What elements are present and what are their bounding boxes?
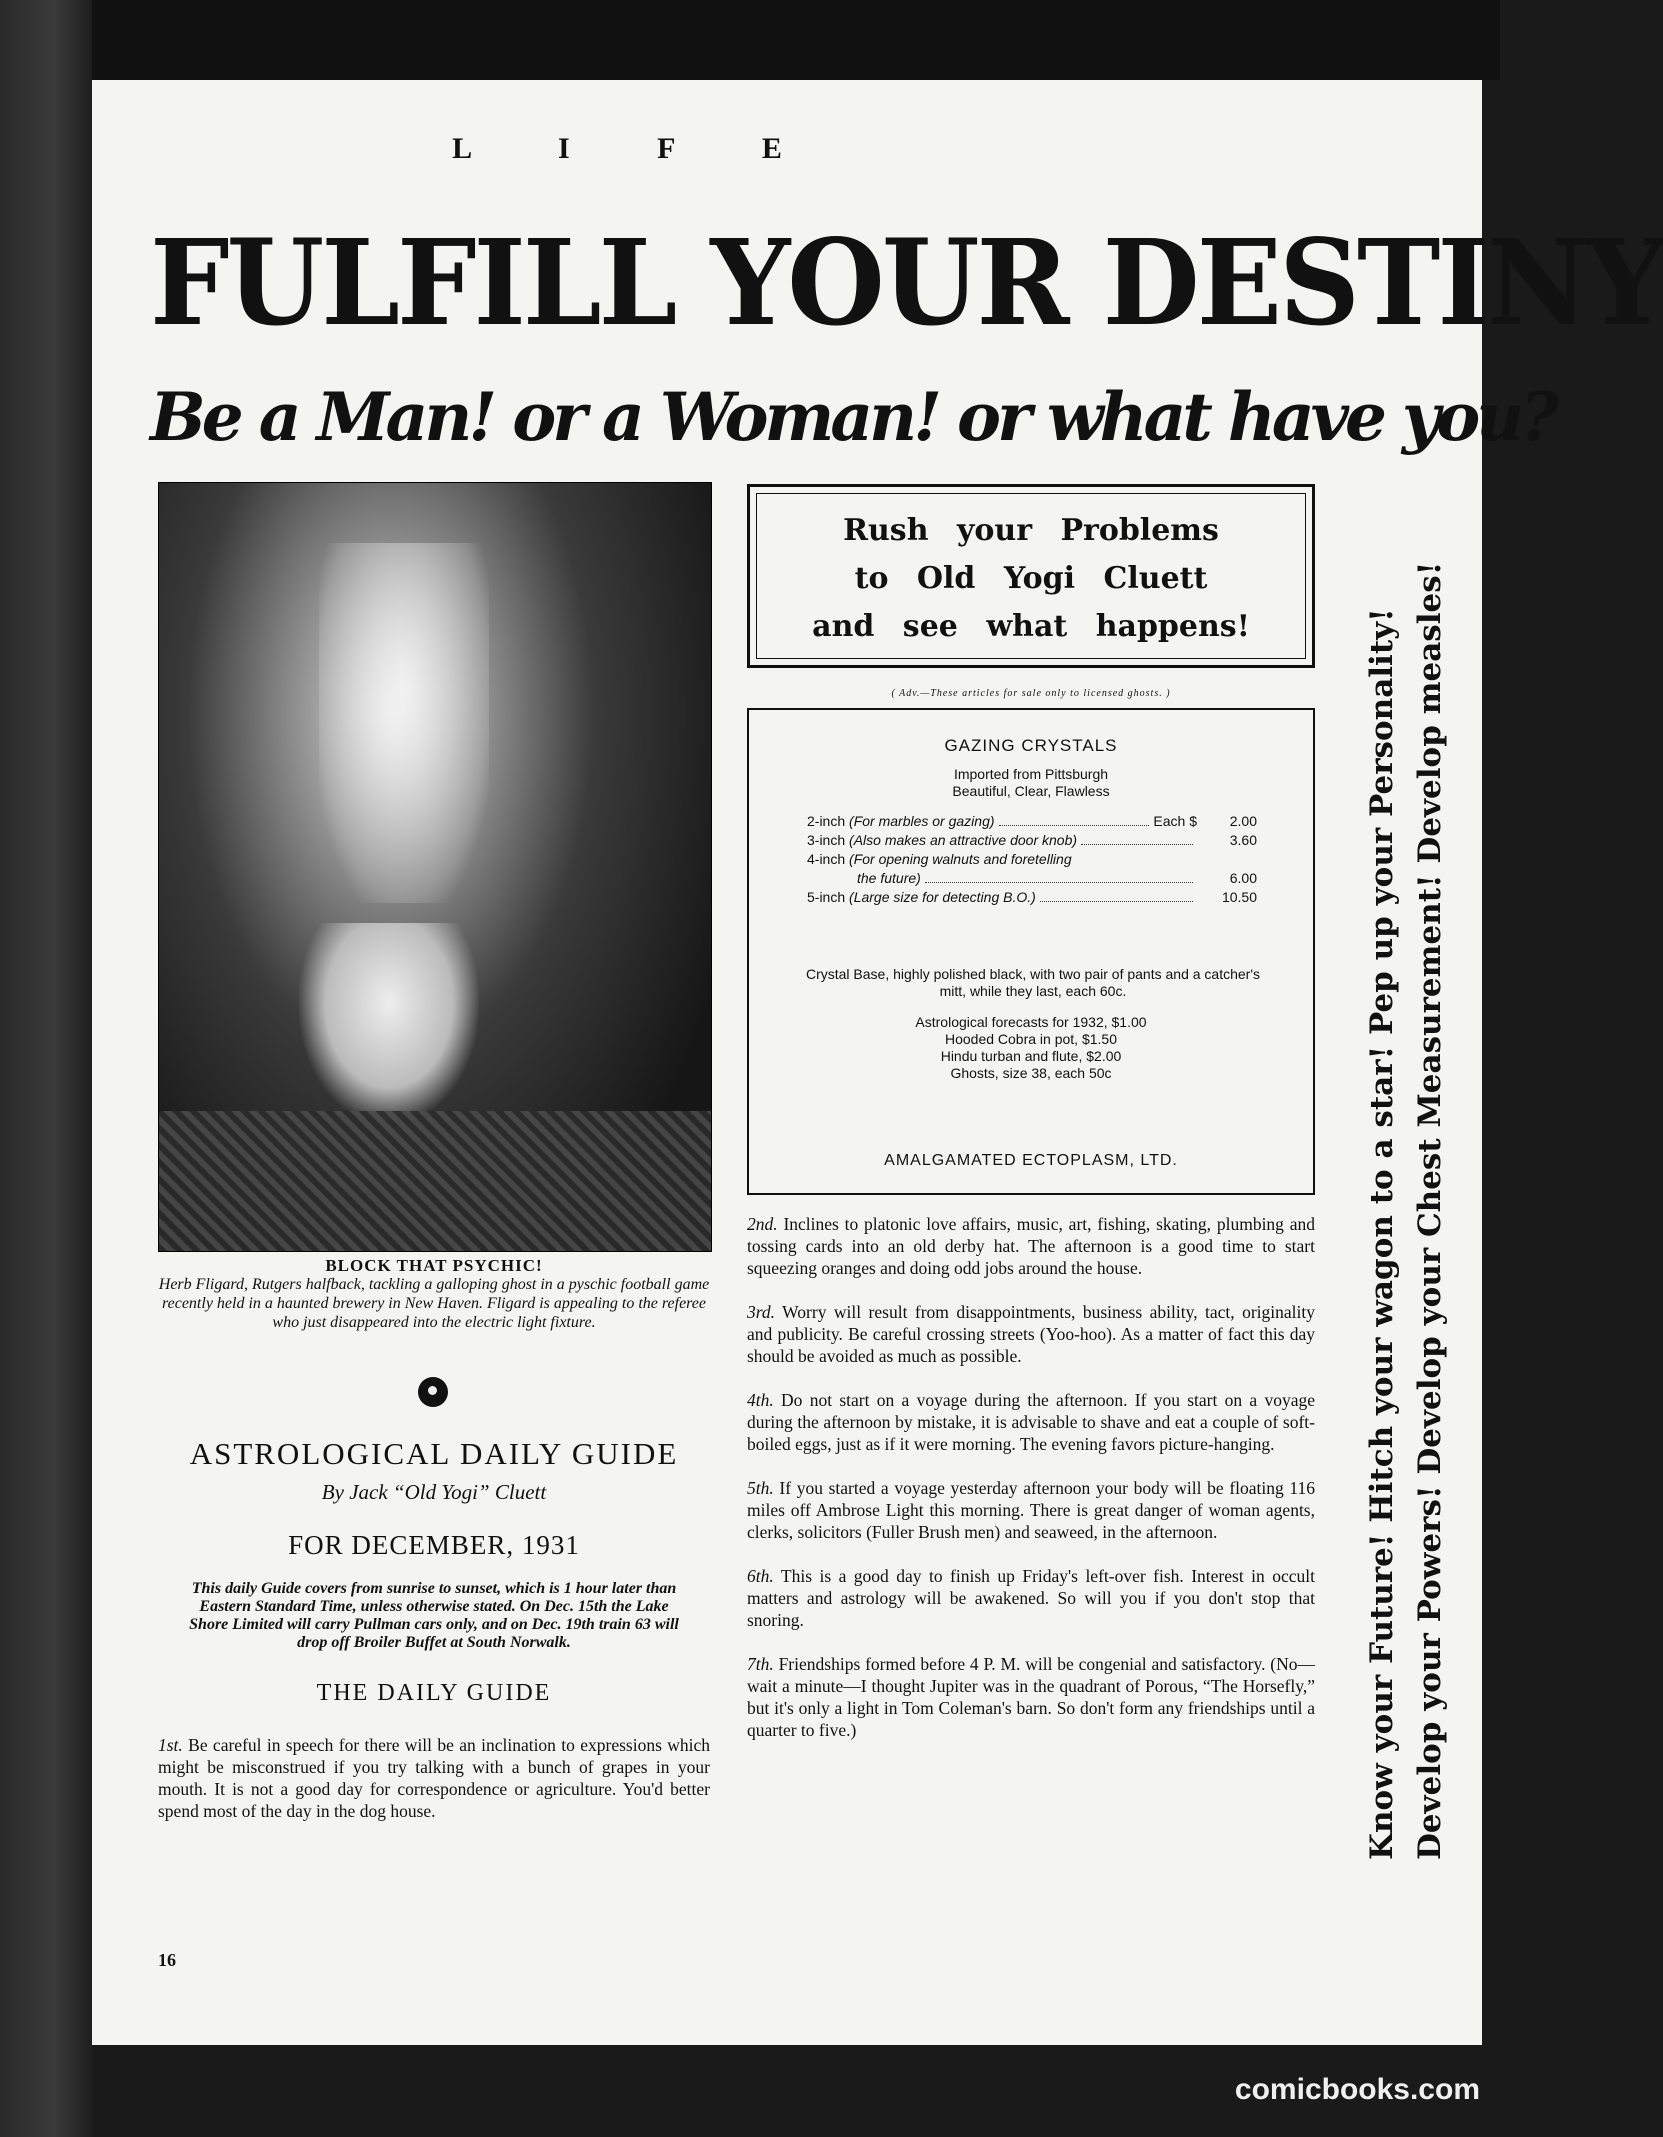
guide-entry-7 [747, 1653, 1315, 1741]
guide-entry-4 [747, 1389, 1315, 1455]
row-desc: (For opening walnuts and foretelling [849, 851, 1072, 867]
extra-item: Hooded Cobra in pot, $1.50 [944, 1031, 1117, 1047]
entry-text: If you started a voyage yesterday afternoon your body will be floating 116 miles off Ambrose Light this morning. There is great danger of woman agents, clerks, solicitors (Fuller Brush men) and seaweed, in the afternoon. [747, 1478, 1316, 1542]
vertical-slogans-2: Develop your Powers! Develop your Chest Measurement! Develop measles! [1412, 561, 1448, 1860]
extra-items-list [749, 1014, 1313, 1082]
entry-day: 5th. [747, 1478, 774, 1498]
price-list-title: GAZING CRYSTALS [944, 736, 1118, 755]
extra-item: Ghosts, size 38, each 50c [950, 1065, 1112, 1081]
price-row [807, 850, 1257, 869]
guide-entry-1 [158, 1734, 710, 1822]
row-price: 2.00 [1229, 813, 1257, 829]
guide-month: FOR DECEMBER, 1931 [288, 1530, 580, 1560]
entry-day: 3rd. [747, 1302, 776, 1322]
price-list-sub-1: Imported from Pittsburgh [953, 766, 1109, 782]
entry-text: Worry will result from disappointments, business ability, tact, originality and publicity. Be careful crossing streets (Yoo-hoo). As a matter of fact this day should be avoided as much as possible. [747, 1302, 1315, 1366]
crystal-base-note: Crystal Base, highly polished black, with two pair of pants and a catcher's mitt, while they last, each 60c. [805, 966, 1260, 999]
row-desc: (Also makes an attractive door knob) [849, 832, 1078, 848]
guide-entry-5 [747, 1477, 1315, 1543]
masthead: L I F E [452, 132, 822, 165]
ad-box [747, 484, 1315, 668]
row-size: 3-inch [807, 832, 846, 848]
entry-text: Be careful in speech for there will be an inclination to expressions which might be misconstrued if you try talking with a bunch of grapes in your mouth. It is not a good day for correspondence or agriculture. You'd better spend most of the day in the dog house. [158, 1735, 710, 1821]
entry-day: 4th. [747, 1390, 774, 1410]
photo-caption [158, 1256, 710, 1332]
price-row [807, 831, 1257, 850]
crystal-price-list [747, 708, 1315, 1195]
entry-day: 2nd. [747, 1214, 778, 1234]
price-list-subtitle [749, 766, 1313, 800]
watermark: comicbooks.com [1234, 2073, 1480, 2106]
headline: FULFILL YOUR DESTINY [150, 215, 1663, 353]
magazine-page [92, 80, 1663, 2045]
row-price: 3.60 [1229, 832, 1257, 848]
price-list-sub-2: Beautiful, Clear, Flawless [952, 783, 1110, 799]
page-number: 16 [158, 1950, 176, 1970]
extra-item: Astrological forecasts for 1932, $1.00 [915, 1014, 1147, 1030]
entry-day: 6th. [747, 1566, 774, 1586]
ad-line-2: to Old Yogi Cluett [854, 561, 1208, 596]
entry-day: 1st. [158, 1735, 183, 1755]
psychic-photo [158, 482, 712, 1252]
row-size: 5-inch [807, 889, 846, 905]
guide-entries-right [747, 1213, 1315, 1763]
rug-pattern [159, 1111, 711, 1251]
entry-text: Inclines to platonic love affairs, music, art, fishing, skating, plumbing and tossing cards into an old derby hat. The afternoon is a good time to start squeezing oranges and doing odd jobs around the house. [747, 1214, 1315, 1278]
scan-border-top [0, 0, 1500, 80]
row-price: 10.50 [1221, 889, 1257, 905]
ad-line-3: and see what happens! [812, 609, 1250, 644]
price-rows [807, 812, 1257, 907]
entry-text: Friendships formed before 4 P. M. will be congenial and satisfactory. (No—wait a minute—I thought Jupiter was in the quadrant of Porous, “The Horsefly,” but it's only a light in Tom Coleman's barn. So don't form any friendships until a quarter to five.) [747, 1654, 1316, 1740]
guide-byline: By Jack “Old Yogi” Cluett [321, 1480, 547, 1504]
guide-entry-3 [747, 1301, 1315, 1367]
extra-item: Hindu turban and flute, $2.00 [940, 1048, 1122, 1064]
kneeling-man-figure [299, 923, 479, 1123]
daily-guide-title: THE DAILY GUIDE [316, 1680, 552, 1706]
subheadline: Be a Man! or a Woman! or what have you? [150, 378, 1555, 456]
caption-body: Herb Fligard, Rutgers halfback, tackling a galloping ghost in a pyschic football game recently held in a haunted brewery in New Haven. Fligard is appealing to the referee who just disappeared into the electric light fixture. [158, 1276, 710, 1331]
row-each: Each $ [1153, 813, 1197, 829]
row-desc: (For marbles or gazing) [849, 813, 995, 829]
ad-note: ( Adv.—These articles for sale only to licensed ghosts. ) [891, 688, 1171, 699]
row-size: 4-inch [807, 851, 846, 867]
entry-text: This is a good day to finish up Friday's left-over fish. Interest in occult matters and astrology will be awakened. So will you if you don't stop that snoring. [747, 1566, 1315, 1630]
scan-border-left [0, 0, 92, 2137]
seller-name: AMALGAMATED ECTOPLASM, LTD. [884, 1152, 1178, 1169]
row-price: 6.00 [1229, 870, 1257, 886]
ghost-figure [319, 543, 489, 903]
entry-day: 7th. [747, 1654, 774, 1674]
row-desc: (Large size for detecting B.O.) [849, 889, 1036, 905]
vertical-slogans-1: Know your Future! Hitch your wagon to a star! Pep up your Personality! [1364, 608, 1400, 1860]
guide-title: ASTROLOGICAL DAILY GUIDE [189, 1436, 679, 1471]
price-row [807, 888, 1257, 907]
row-size: 2-inch [807, 813, 846, 829]
section-bullet-icon [418, 1377, 448, 1407]
entry-text: Do not start on a voyage during the afternoon. If you start on a voyage during the afternoon by mistake, it is advisable to shave and eat a couple of soft-boiled eggs, just as if it were morning. The evening favors picture-hanging. [747, 1390, 1316, 1454]
row-desc: the future) [857, 870, 921, 886]
guide-intro: This daily Guide covers from sunrise to sunset, which is 1 hour later than Eastern Standard Time, unless otherwise stated. On Dec. 15th the Lake Shore Limited will carry Pullman cars only, and on Dec. 19th train 63 will drop off Broiler Buffet at South Norwalk. [189, 1580, 679, 1651]
guide-entry-6 [747, 1565, 1315, 1631]
caption-title: BLOCK THAT PSYCHIC! [325, 1256, 543, 1275]
price-row [807, 812, 1257, 831]
guide-entry-2 [747, 1213, 1315, 1279]
price-row [807, 869, 1257, 888]
ad-line-1: Rush your Problems [843, 513, 1219, 548]
